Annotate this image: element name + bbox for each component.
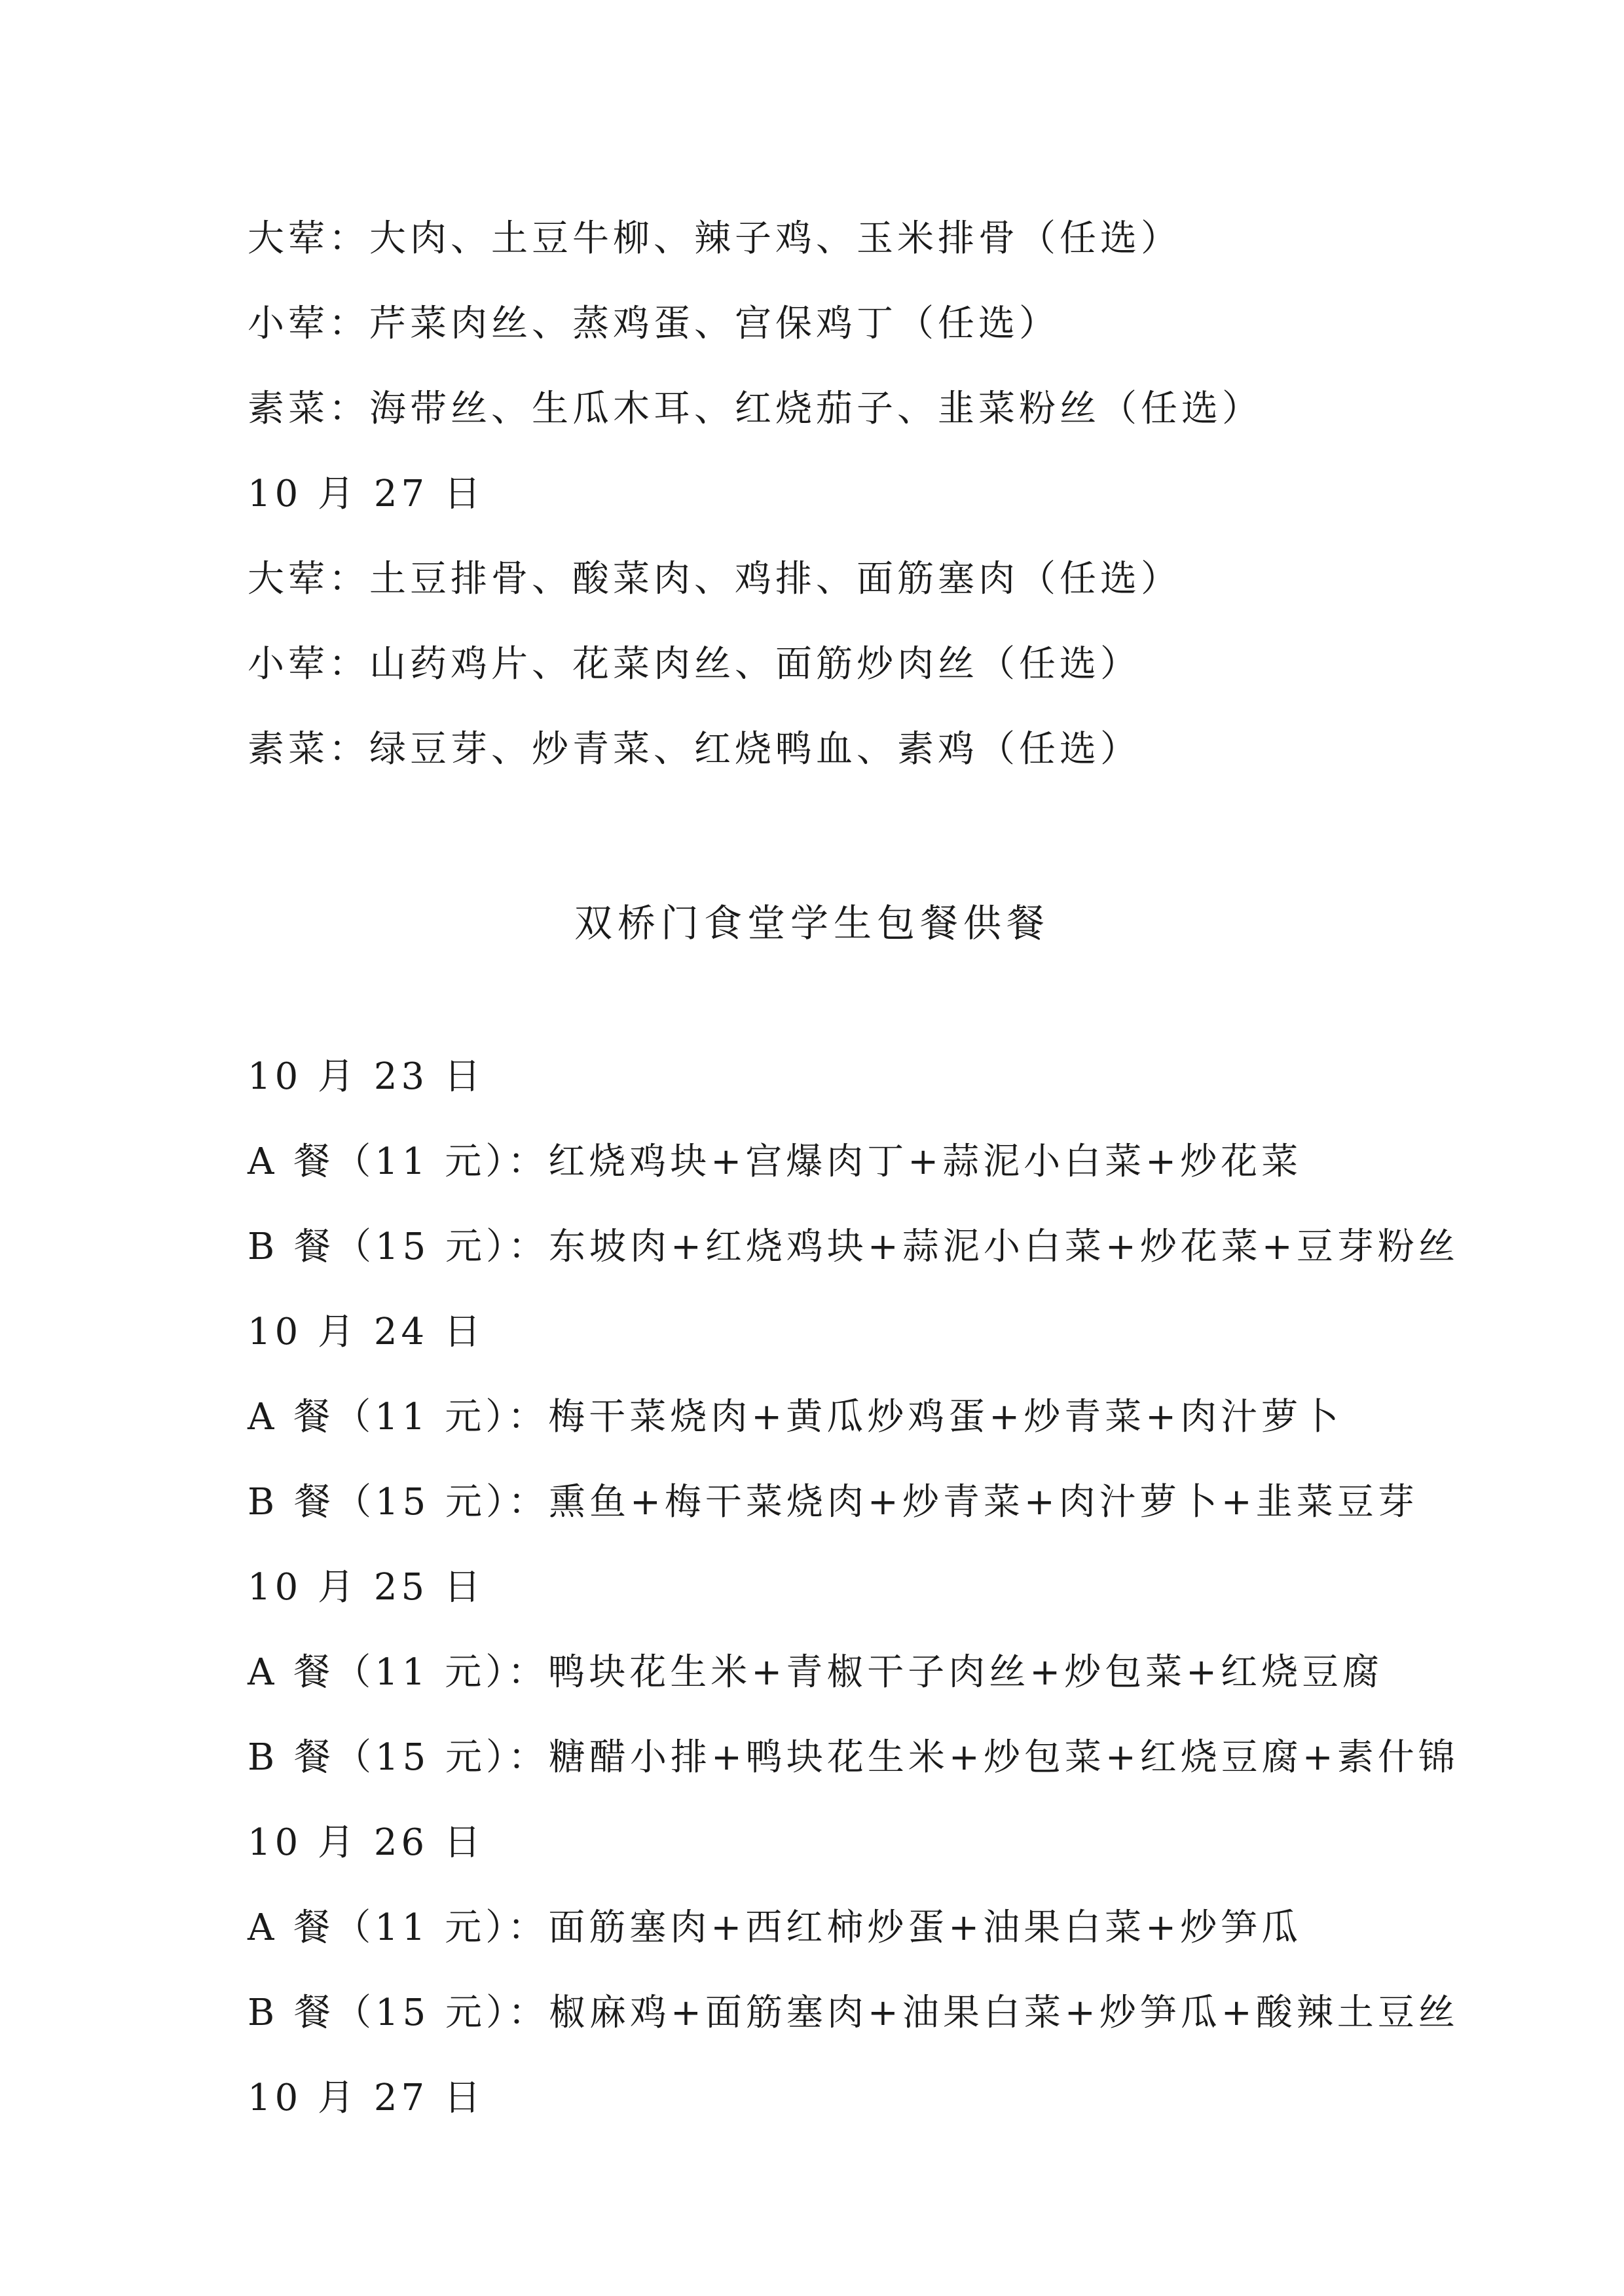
canteen-menu-list-top (248, 196, 1426, 792)
date-line: 10 月 25 日 (248, 1566, 485, 1609)
menu-line: 大荤：土豆排骨、酸菜肉、鸡排、面筋塞肉（任选） (248, 558, 1181, 600)
menu-line: 小荤：芹菜肉丝、蒸鸡蛋、宫保鸡丁（任选） (248, 302, 1060, 345)
date-line: 10 月 27 日 (248, 2077, 485, 2119)
meal-line: A 餐（11 元）：红烧鸡块+宫爆肉丁+蒜泥小白菜+炒花菜 (248, 1140, 1302, 1183)
meal-line: A 餐（11 元）：面筋塞肉+西红柿炒蛋+油果白菜+炒笋瓜 (248, 1906, 1302, 1949)
section-title: 双桥门食堂学生包餐供餐 (574, 901, 1050, 945)
meal-line: A 餐（11 元）：梅干菜烧肉+黄瓜炒鸡蛋+炒青菜+肉汁萝卜 (248, 1396, 1343, 1438)
meal-line: B 餐（15 元）：椒麻鸡+面筋塞肉+油果白菜+炒笋瓜+酸辣土豆丝 (248, 1992, 1459, 2034)
meal-line: B 餐（15 元）：熏鱼+梅干菜烧肉+炒青菜+肉汁萝卜+韭菜豆芽 (248, 1481, 1418, 1523)
date-line: 10 月 23 日 (248, 1055, 485, 1098)
meal-line: B 餐（15 元）：糖醋小排+鸭块花生米+炒包菜+红烧豆腐+素什锦 (248, 1736, 1459, 1779)
menu-line: 素菜：绿豆芽、炒青菜、红烧鸭血、素鸡（任选） (248, 728, 1141, 771)
menu-line: 素菜：海带丝、生瓜木耳、红烧茄子、韭菜粉丝（任选） (248, 388, 1263, 430)
menu-line: 大荤：大肉、土豆牛柳、辣子鸡、玉米排骨（任选） (248, 217, 1181, 260)
menu-line: 小荤：山药鸡片、花菜肉丝、面筋炒肉丝（任选） (248, 643, 1141, 685)
date-line: 10 月 24 日 (248, 1311, 485, 1353)
date-line: 10 月 27 日 (248, 473, 485, 515)
student-meal-list (248, 1034, 1459, 2141)
meal-line: B 餐（15 元）：东坡肉+红烧鸡块+蒜泥小白菜+炒花菜+豆芽粉丝 (248, 1226, 1459, 1268)
meal-line: A 餐（11 元）：鸭块花生米+青椒干子肉丝+炒包菜+红烧豆腐 (248, 1651, 1384, 1694)
date-line: 10 月 26 日 (248, 1821, 485, 1864)
